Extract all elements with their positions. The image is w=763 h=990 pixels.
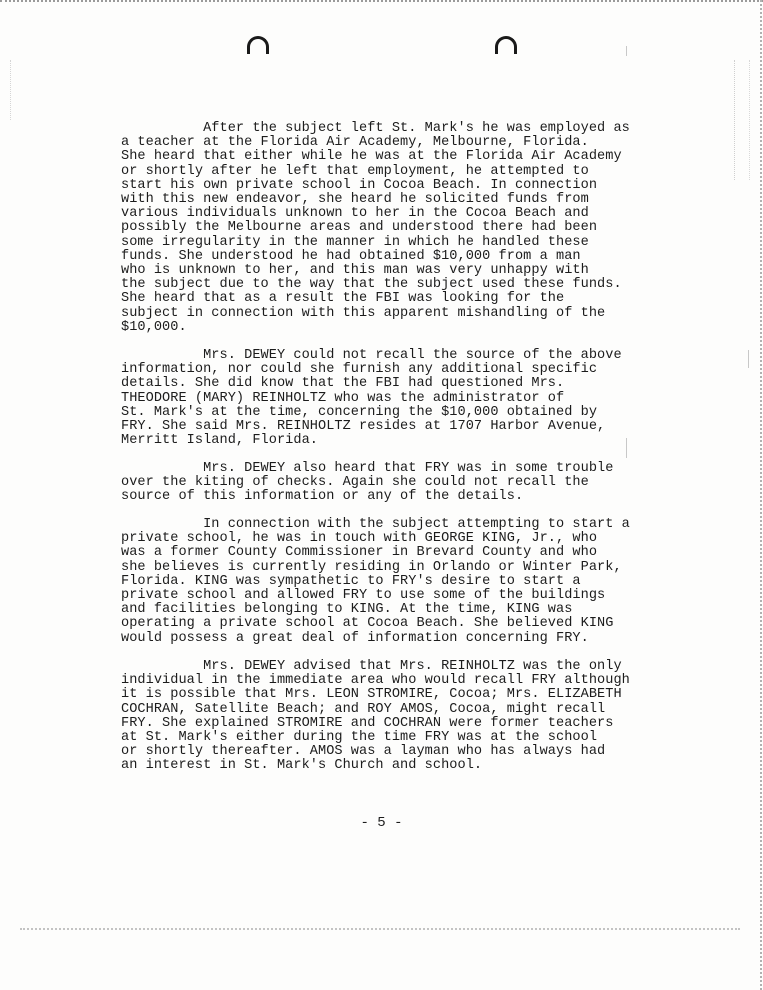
- scan-noise-right: [734, 60, 750, 180]
- punch-hole-left: [247, 36, 269, 54]
- scan-noise-left: [10, 60, 17, 120]
- scan-noise-bottom: [20, 928, 740, 934]
- paragraph-1: After the subject left St. Mark's he was employed as a teacher at the Florida Air Academy, Melbourne, Florida. She heard that either while he was at the Florida Air Academy or shortly after he left that employment, he attempted to start his own private school in Cocoa Beach. In connection with this new endeavor, she heard he solicited funds from various individuals unknown to her in the Cocoa Beach and possibly the Melbourne areas and understood there had been some irregularity in the manner in which he handled these funds. She understood he had obtained $10,000 from a man who is unknown to her, and this man was very unhappy with the subject due to the way that the subject used these funds. She heard that as a result the FBI was looking for the subject in connection with this apparent mishandling of the $10,000.: [121, 121, 630, 335]
- paragraph-5: Mrs. DEWEY advised that Mrs. REINHOLTZ was the only individual in the immediate area who would recall FRY although it is possible that Mrs. LEON STROMIRE, Cocoa; Mrs. ELIZABETH COCHRAN, Satellite Beach; and ROY AMOS, Cocoa, might recall FRY. She explained STROMIRE and COCHRAN were former teachers at St. Mark's either during the time FRY was at the school or shortly thereafter. AMOS was a layman who has always had an interest in St. Mark's Church and school.: [121, 659, 630, 774]
- scan-noise-mark: [626, 46, 627, 56]
- page-number: - 5 -: [360, 815, 403, 831]
- paragraph-2: Mrs. DEWEY could not recall the source of the above information, nor could she furnish any additional specific details. She did know that the FBI had questioned Mrs. THEODORE (MARY) REINHOLTZ who was the administrator of St. Mark's at the time, concerning the $10,000 obtained by FRY. She said Mrs. REINHOLTZ resides at 1707 Harbor Avenue, Merritt Island, Florida.: [121, 348, 622, 449]
- paragraph-3: Mrs. DEWEY also heard that FRY was in some trouble over the kiting of checks. Again she could not recall the source of this information or any of the details.: [121, 461, 614, 505]
- paragraph-4: In connection with the subject attempting to start a private school, he was in touch with GEORGE KING, Jr., who was a former County Commissioner in Brevard County and who she believes is currently residing in Orlando or Winter Park, Florida. KING was sympathetic to FRY's desire to start a private school and allowed FRY to use some of the buildings and facilities belonging to KING. At the time, KING was operating a private school at Cocoa Beach. She believed KING would possess a great deal of information concerning FRY.: [121, 517, 630, 646]
- scan-edge-right: [758, 0, 762, 990]
- punch-hole-right: [495, 36, 517, 54]
- scan-noise-mark: [748, 350, 749, 368]
- scan-edge-top: [0, 0, 763, 4]
